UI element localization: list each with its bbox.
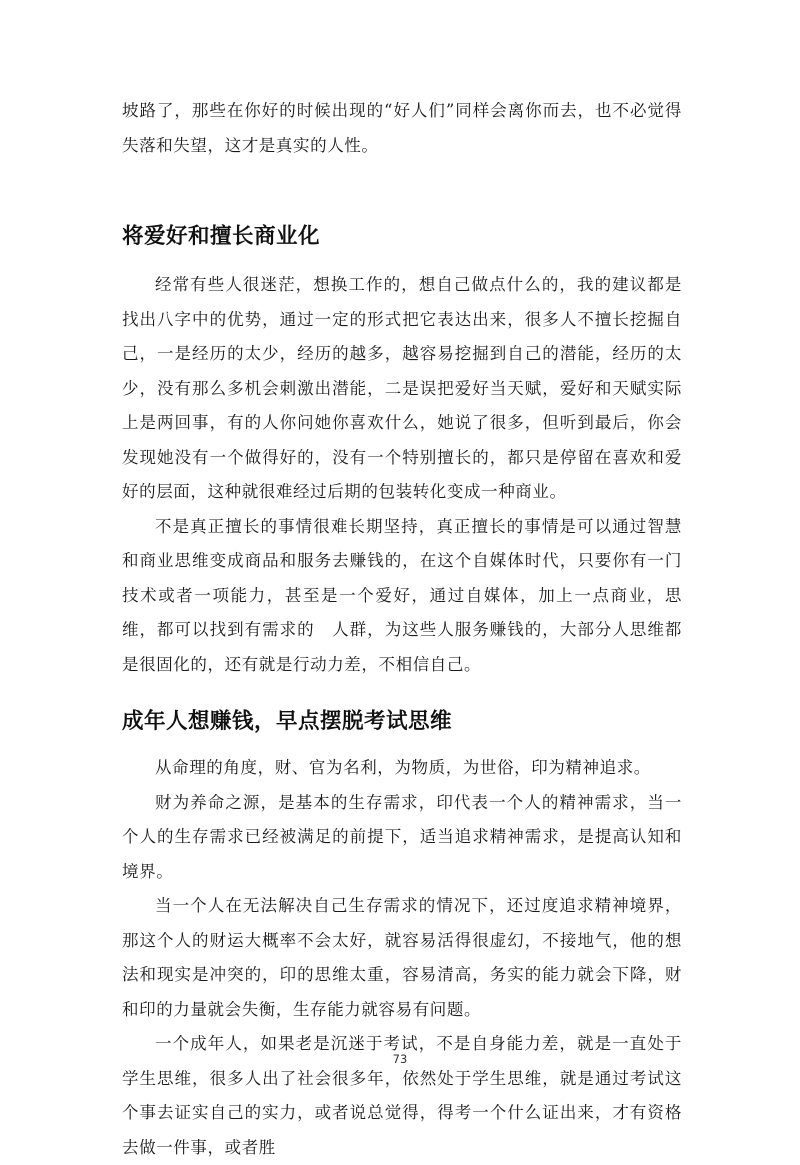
body-paragraph: 当一个人在无法解决自己生存需求的情况下，还过度追求精神境界，那这个人的财运大概率不会太好，就容易活得很虚幻，不接地气，他的想法和现实是冲突的，印的思维太重，容易清高，务实的能力就会下降，财和印的力量就会失衡，生存能力就容易有问题。 [122,896,682,1019]
continuation-paragraph: 坡路了，那些在你好的时候出现的“好人们”同样会离你而去，也不必觉得失落和失望，这才是真实的人性。 [122,101,682,155]
body-paragraph: 不是真正擅长的事情很难长期坚持，真正擅长的事情是可以通过智慧和商业思维变成商品和服务去赚钱的，在这个自媒体时代，只要你有一门技术或者一项能力，甚至是一个爱好，通过自媒体，加上一点商业，思维，都可以找到有需求的 人群，为这些人服务赚钱的，大部分人思维都是很固化的，还有就是行动力差，不相信自己。 [122,516,682,674]
page-number: 73 [392,1052,408,1066]
section-heading-exam-thinking: 成年人想赚钱，早点摆脱考试思维 [122,709,453,734]
body-paragraph: 一个成年人，如果老是沉迷于考试，不是自身能力差，就是一直处于学生思维，很多人出了社会很多年，依然处于学生思维，就是通过考试这个事去证实自己的实力，或者说总觉得，得考一个什么证出来，才有资格去做一件事，或者胜 [122,1034,682,1157]
section-heading-hobby-business: 将爱好和擅长商业化 [122,224,321,249]
page-content [122,94,682,1165]
body-paragraph: 从命理的角度，财、官为名利，为物质，为世俗，印为精神追求。 [155,758,651,777]
body-paragraph: 经常有些人很迷茫，想换工作的，想自己做点什么的，我的建议都是找出八字中的优势，通过一定的形式把它表达出来，很多人不擅长挖掘自己，一是经历的太少，经历的越多，越容易挖掘到自己的潜能，经历的太少，没有那么多机会刺激出潜能，二是误把爱好当天赋，爱好和天赋实际上是两回事，有的人你问她你喜欢什么，她说了很多，但听到最后，你会发现她没有一个做得好的，没有一个特别擅长的，都只是停留在喜欢和爱好的层面，这种就很难经过后期的包装转化变成一种商业。 [122,275,682,501]
body-paragraph: 财为养命之源，是基本的生存需求，印代表一个人的精神需求，当一个人的生存需求已经被满足的前提下，适当追求精神需求，是提高认知和境界。 [122,792,682,881]
